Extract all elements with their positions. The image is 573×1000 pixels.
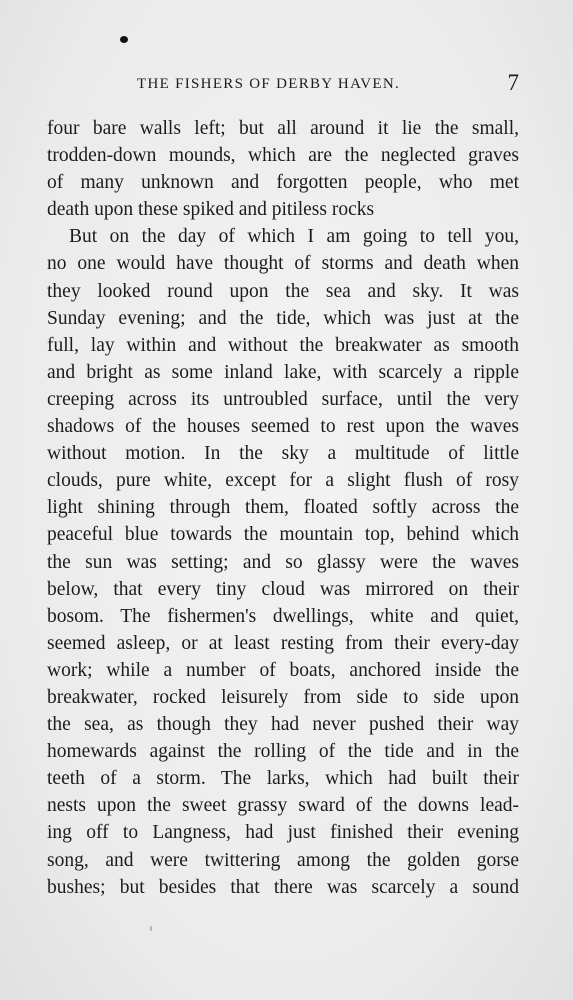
text-line: ing off to Langness, had just finished their evening [47, 822, 519, 844]
text-line: teeth of a storm. The larks, which had built their [47, 768, 519, 790]
text-line: light shining through them, floated softly across the [47, 497, 519, 519]
body-text [47, 115, 519, 901]
text-line: nests upon the sweet grassy sward of the downs lead- [47, 795, 519, 817]
text-line: work; while a number of boats, anchored inside the [47, 659, 519, 681]
text-line: the sun was setting; and so glassy were the waves [47, 551, 519, 573]
page-number: 7 [507, 70, 519, 95]
text-line: without motion. In the sky a multitude of little [47, 443, 519, 465]
text-line: seemed asleep, or at least resting from their every-day [47, 632, 519, 654]
running-title: THE FISHERS OF DERBY HAVEN. [137, 76, 401, 92]
text-line: below, that every tiny cloud was mirrored on their [47, 578, 519, 600]
running-head [47, 70, 519, 102]
paragraph-end-line: death upon these spiked and pitiless rocks [47, 199, 375, 221]
text-line: song, and were twittering among the golden gorse [47, 849, 519, 871]
text-line: no one would have thought of storms and death when [47, 253, 519, 275]
text-line: bushes; but besides that there was scarcely a sound [47, 876, 519, 898]
text-line: bosom. The fishermen's dwellings, white and quiet, [47, 605, 519, 627]
ink-speck [120, 36, 128, 43]
paper-mark [150, 926, 152, 931]
text-line: they looked round upon the sea and sky. It was [47, 280, 519, 302]
text-line: and bright as some inland lake, with scarcely a ripple [47, 361, 519, 383]
text-line: clouds, pure white, except for a slight flush of rosy [47, 470, 519, 492]
text-line: of many unknown and forgotten people, who met [47, 172, 519, 194]
text-line: the sea, as though they had never pushed their way [47, 714, 519, 736]
text-line: shadows of the houses seemed to rest upon the waves [47, 416, 519, 438]
text-line: Sunday evening; and the tide, which was just at the [47, 307, 519, 329]
paragraph-start-line: But on the day of which I am going to tell you, [69, 226, 519, 248]
text-line: creeping across its untroubled surface, until the very [47, 388, 519, 410]
text-line: trodden-down mounds, which are the neglected graves [47, 145, 519, 167]
text-line: breakwater, rocked leisurely from side to side upon [47, 686, 519, 708]
text-line: full, lay within and without the breakwater as smooth [47, 334, 519, 356]
text-line: four bare walls left; but all around it lie the small, [47, 118, 519, 139]
text-line: peaceful blue towards the mountain top, behind which [47, 524, 519, 546]
text-line: homewards against the rolling of the tide and in the [47, 741, 519, 763]
